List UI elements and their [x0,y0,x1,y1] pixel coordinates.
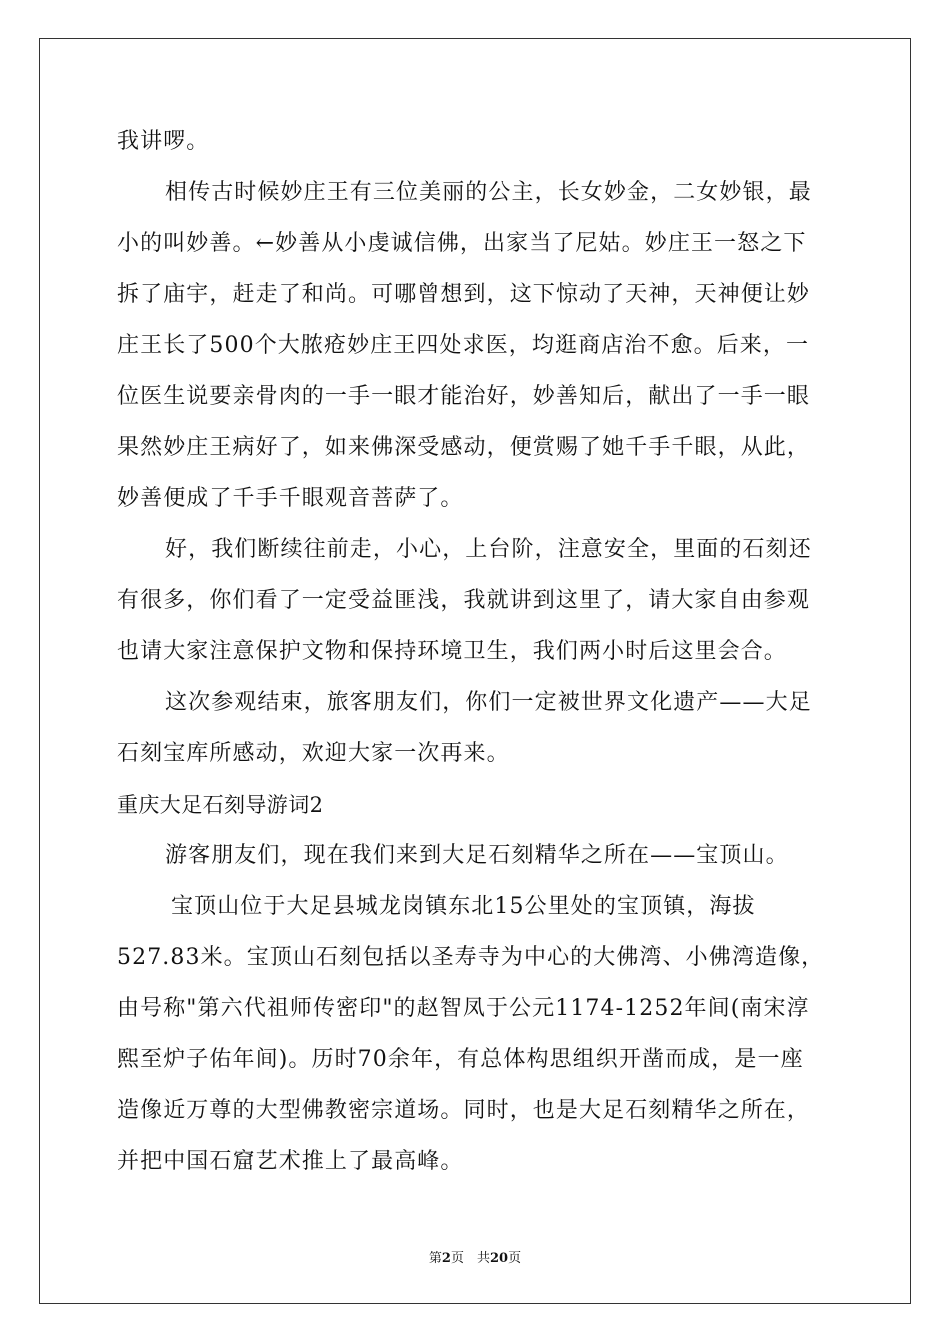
paragraph-line: 有很多，你们看了一定受益匪浅，我就讲到这里了，请大家自由参观 [117,588,811,613]
paragraph-line: 相传古时候妙庄王有三位美丽的公主，长女妙金，二女妙银，最 [165,180,812,205]
paragraph-line: 宝顶山位于大足县城龙岗镇东北15公里处的宝顶镇，海拔 [171,894,756,919]
paragraph-line: 妙善便成了千手千眼观音菩萨了。 [117,486,464,511]
paragraph-line: 由号称"第六代祖师传密印"的赵智凤于公元1174-1252年间(南宋淳 [117,996,810,1021]
paragraph-line: 造像近万尊的大型佛教密宗道场。同时，也是大足石刻精华之所在， [117,1098,811,1123]
page-footer [0,1247,950,1266]
paragraph-line: 位医生说要亲骨肉的一手一眼才能治好，妙善知后，献出了一手一眼 [117,384,811,409]
paragraph-line: 游客朋友们，现在我们来到大足石刻精华之所在——宝顶山。 [165,843,789,868]
paragraph-line: 好，我们断续往前走，小心，上台阶，注意安全，里面的石刻还 [165,537,812,562]
paragraph-line: 小的叫妙善。←妙善从小虔诚信佛，出家当了尼姑。妙庄王一怒之下 [117,231,807,256]
footer-middle: 页 共 [450,1251,490,1266]
paragraph-line: 527.83米。宝顶山石刻包括以圣寿寺为中心的大佛湾、小佛湾造像， [117,945,825,970]
paragraph-line: 庄王长了500个大脓疮妙庄王四处求医，均逛商店治不愈。后来，一 [117,333,810,358]
section-heading: 重庆大足石刻导游词2 [117,793,324,817]
paragraph-line: 这次参观结束，旅客朋友们，你们一定被世界文化遗产——大足 [165,690,812,715]
paragraph-line: 并把中国石窟艺术推上了最高峰。 [117,1149,464,1174]
paragraph-line: 果然妙庄王病好了，如来佛深受感动，便赏赐了她千手千眼，从此， [117,435,811,460]
paragraph-line: 熙至炉子佑年间)。历时70余年，有总体构思组织开凿而成，是一座 [117,1047,804,1072]
footer-prefix: 第 [428,1251,442,1266]
paragraph-line: 我讲啰。 [117,129,210,154]
footer-suffix: 页 [508,1251,522,1266]
document-body [117,128,837,1199]
footer-page-number: 2 [441,1251,451,1266]
paragraph-line: 也请大家注意保护文物和保持环境卫生，我们两小时后这里会合。 [117,639,787,664]
footer-total-pages: 20 [489,1251,509,1266]
paragraph-line: 拆了庙宇，赶走了和尚。可哪曾想到，这下惊动了天神，天神便让妙 [117,282,811,307]
paragraph-line: 石刻宝库所感动，欢迎大家一次再来。 [117,741,510,766]
